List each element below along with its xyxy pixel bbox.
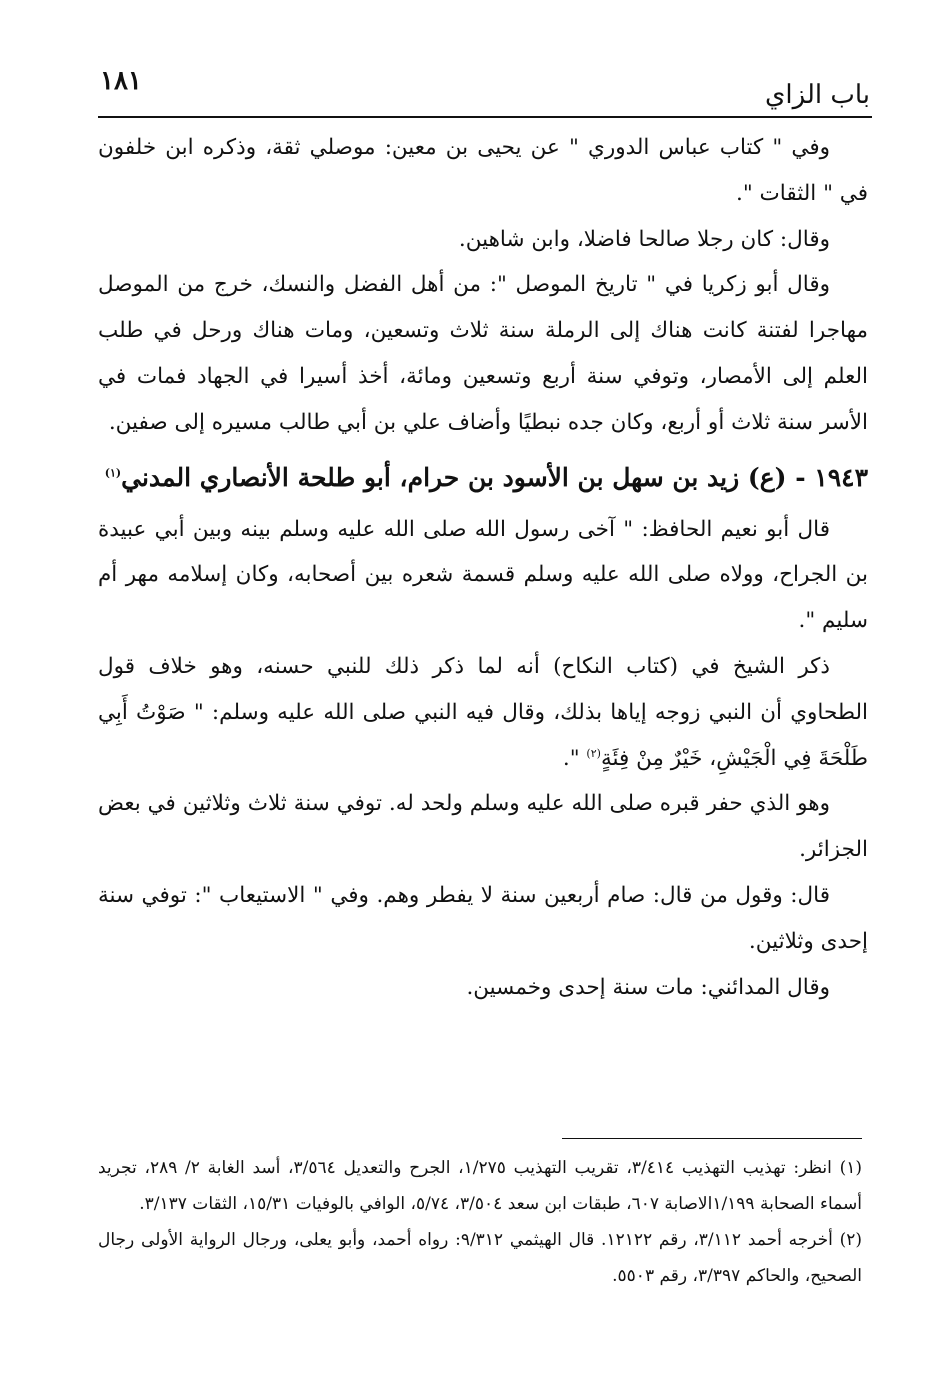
paragraph: قال أبو نعيم الحافظ: " آخى رسول الله صلى الله عليه وسلم بينه وبين أبي عبيدة بن الجراح، وولاه صلى الله عليه وسلم قسمة شعره بين أصحابه، وكان إسلامه مهر أم سليم ". (98, 516, 868, 634)
header-divider (98, 116, 872, 118)
entry-heading-text: ١٩٤٣ - (ع) زيد بن سهل بن الأسود بن حرام، أبو طلحة الأنصاري المدني (121, 462, 868, 492)
footnote: (٢) أخرجه أحمد ٣/١١٢، رقم ١٢١٢٢. قال الهيثمي ٩/٣١٢: رواه أحمد، وأبو يعلى، ورجال الرواية الأولى رجال الصحيح، والحاكم ٣/٣٩٧، رقم ٥٥٠٣. (98, 1230, 863, 1286)
footnote-ref: (١) (104, 466, 122, 480)
page-number: ١٨١ (100, 66, 142, 96)
paragraph: وقال أبو زكريا في " تاريخ الموصل ": من أهل الفضل والنسك، خرج من الموصل مهاجرا لفتنة كانت هناك إلى الرملة سنة ثلاث وتسعين، ومات هناك ورحل في طلب العلم إلى الأمصار، وتوفي سنة أربع وتسعين ومائة، أخذ أسيرا في الجهاد فمات في الأسر سنة ثلاث أو أربع، وكان جده نبطيًا وأضاف علي بن أبي طالب مسيره إلى صفين. (98, 272, 868, 435)
footnotes (98, 1150, 862, 1294)
main-text (98, 125, 868, 1010)
paragraph (98, 644, 868, 781)
entry-heading (98, 451, 868, 504)
footnote: (١) انظر: تهذيب التهذيب ٣/٤١٤، تقريب التهذيب ١/٢٧٥، الجرح والتعديل ٣/٥٦٤، أسد الغابة ٢/ ٢٨٩، تجريد أسماء الصحابة ١/١٩٩الاصابة ٦٠٧، طبقات ابن سعد ٣/٥٠٤، ٥/٧٤، الوافي بالوفيات ١٥/٣١، الثقات ٣/١٣٧. (98, 1158, 862, 1214)
chapter-title: باب الزاي (765, 80, 870, 110)
paragraph: وقال المدائني: مات سنة إحدى وخمسين. (466, 974, 830, 1000)
paragraph: وفي " كتاب عباس الدوري " عن يحيى بن معين: موصلي ثقة، وذكره ابن خلفون في " الثقات ". (98, 135, 868, 206)
paragraph-text: ذكر الشيخ في (كتاب النكاح) أنه لما ذكر ذلك للنبي حسنه، وهو خلاف قول الطحاوي أن النبي زوجه إياها بذلك، وقال فيه النبي صلى الله عليه وسلم: " صَوْتُ أَبِي طَلْحَةَ فِي الْجَيْشِ، خَيْرٌ مِنْ فِئَةٍ (98, 653, 868, 771)
paragraph: قال: وقول من قال: صام أربعين سنة لا يفطر وهم. وفي " الاستيعاب ": توفي سنة إحدى وثلاثين. (98, 882, 868, 954)
paragraph-text-end: ". (562, 745, 587, 771)
footnote-divider (562, 1138, 862, 1139)
paragraph: وقال: كان رجلا صالحا فاضلا، وابن شاهين. (458, 226, 830, 252)
paragraph: وهو الذي حفر قبره صلى الله عليه وسلم ولحد له. توفي سنة ثلاث وثلاثين في بعض الجزائر. (98, 791, 868, 863)
footnote-ref: (٢) (586, 746, 601, 760)
